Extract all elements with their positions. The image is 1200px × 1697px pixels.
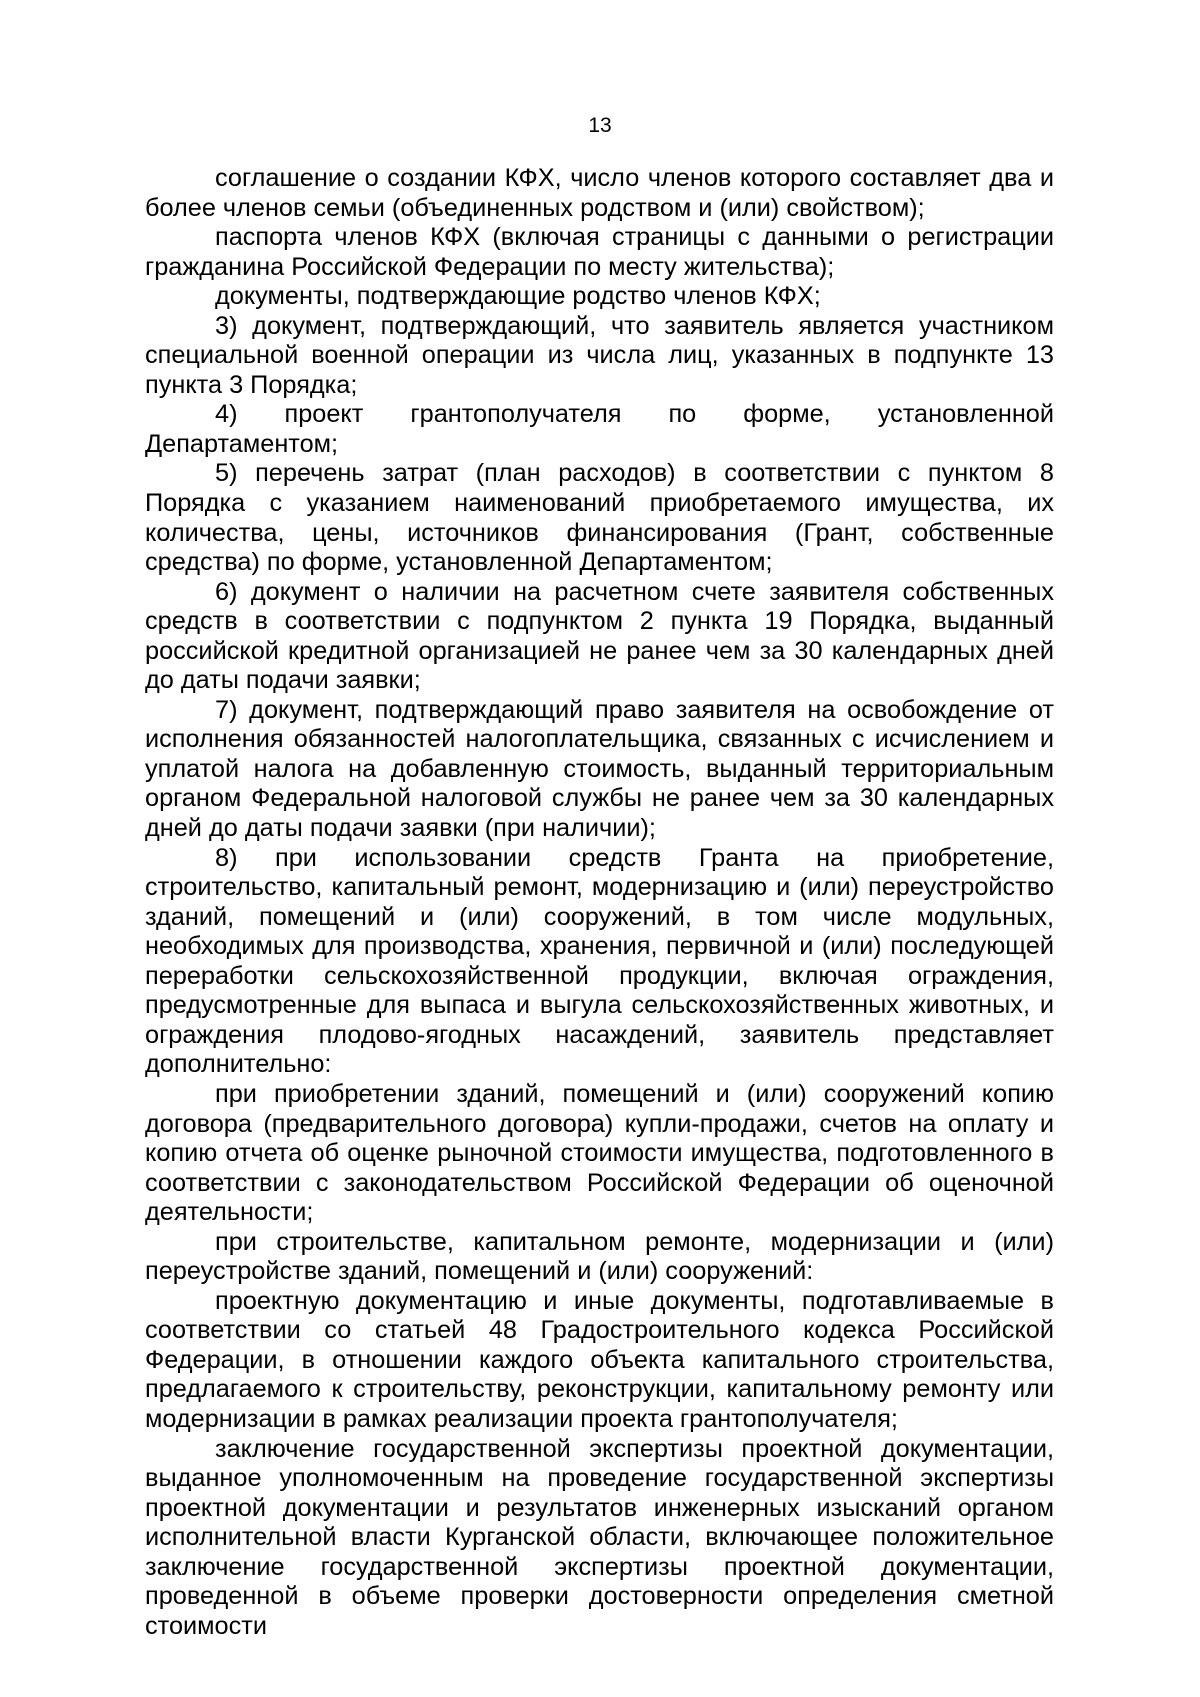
paragraph: паспорта членов КФХ (включая страницы с данными о регистрации гражданина Российской Федерации по месту жительства); [145, 223, 1054, 281]
paragraph: при приобретении зданий, помещений и (или) сооружений копию договора (предварительного договора) купли-продажи, счетов на оплату и копию отчета об оценке рыночной стоимости имущества, подготовленного в соответствии с законодательством Российской Федерации об оценочной деятельности; [145, 1079, 1054, 1227]
paragraph: при строительстве, капитальном ремонте, модернизации и (или) переустройстве зданий, помещений и (или) сооружений: [145, 1227, 1054, 1286]
paragraph: 5) перечень затрат (план расходов) в соответствии с пунктом 8 Порядка с указанием наименований приобретаемого имущества, их количества, цены, источников финансирования (Грант, собственные средства) по форме, установленной Департаментом; [145, 459, 1054, 577]
paragraph: соглашение о создании КФХ, число членов которого составляет два и более членов семьи (объединенных родством и (или) свойством); [145, 164, 1054, 222]
document-body [145, 164, 1054, 1641]
paragraph: 4) проект грантополучателя по форме, установленной Департаментом; [145, 400, 1054, 458]
paragraph: 6) документ о наличии на расчетном счете заявителя собственных средств в соответствии с подпунктом 2 пункта 19 Порядка, выданный российской кредитной организацией не ранее чем за 30 календарных дней до даты подачи заявки; [145, 577, 1054, 695]
paragraph: заключение государственной экспертизы проектной документации, выданное уполномоченным на проведение государственной экспертизы проектной документации и результатов инженерных изысканий органом исполнительной власти Курганской области, включающее положительное заключение государственной экспертизы проектной документации, проведенной в объеме проверки достоверности определения сметной стоимости [145, 1434, 1054, 1640]
paragraph: документы, подтверждающие родство членов КФХ; [215, 282, 821, 311]
page-number: 13 [588, 114, 612, 137]
paragraph: 8) при использовании средств Гранта на приобретение, строительство, капитальный ремонт, модернизацию и (или) переустройство зданий, помещений и (или) сооружений, в том числе модульных, необходимых для производства, хранения, первичной и (или) последующей переработки сельскохозяйственной продукции, включая ограждения, предусмотренные для выпаса и выгула сельскохозяйственных животных, и ограждения плодово-ягодных насаждений, заявитель представляет дополнительно: [145, 843, 1054, 1079]
paragraph: 3) документ, подтверждающий, что заявитель является участником специальной военной операции из числа лиц, указанных в подпункте 13 пункта 3 Порядка; [145, 311, 1054, 399]
paragraph: проектную документацию и иные документы, подготавливаемые в соответствии со статьей 48 Градостроительного кодекса Российской Федерации, в отношении каждого объекта капитального строительства, предлагаемого к строительству, реконструкции, капитальному ремонту или модернизации в рамках реализации проекта грантополучателя; [145, 1286, 1054, 1433]
paragraph: 7) документ, подтверждающий право заявителя на освобождение от исполнения обязанностей налогоплательщика, связанных с исчислением и уплатой налога на добавленную стоимость, выданный территориальным органом Федеральной налоговой службы не ранее чем за 30 календарных дней до даты подачи заявки (при наличии); [145, 695, 1054, 843]
